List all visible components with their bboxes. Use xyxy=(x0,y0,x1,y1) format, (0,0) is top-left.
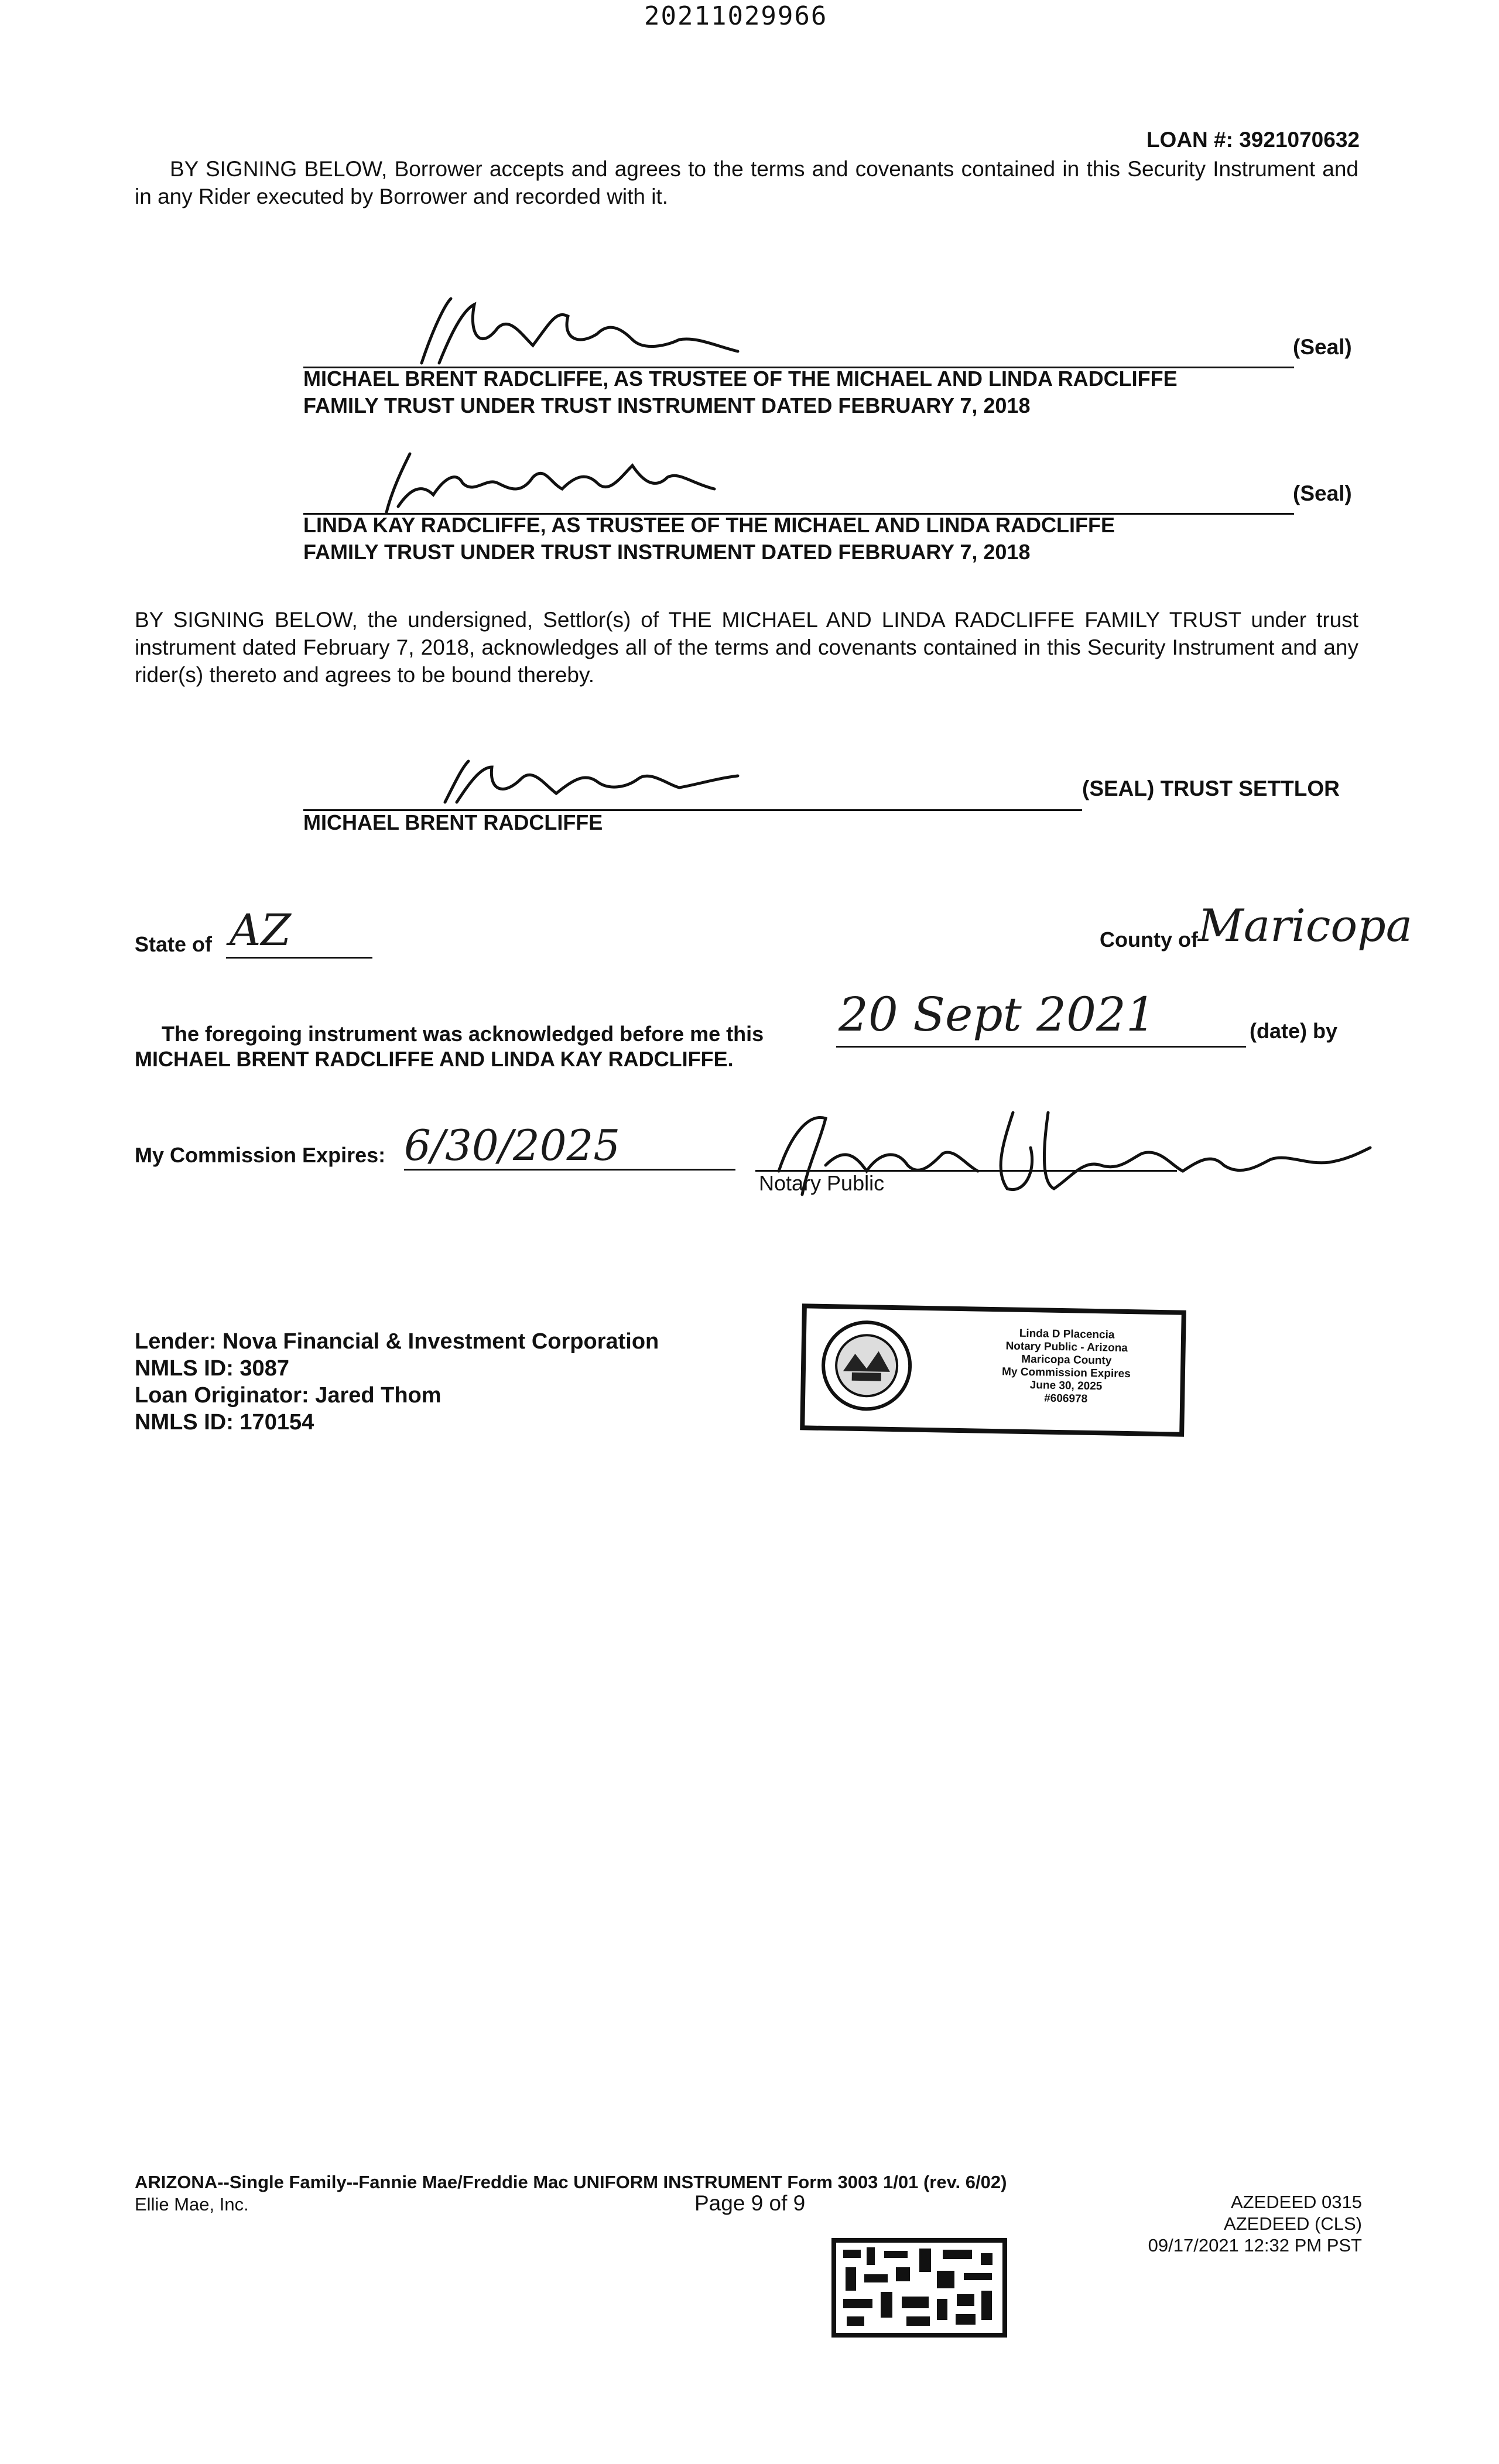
lender-info xyxy=(135,1328,659,1436)
state-line xyxy=(226,957,372,959)
signature-settlor xyxy=(433,744,785,814)
originator-nmls: NMLS ID: 170154 xyxy=(135,1410,314,1435)
county-value: Maricopa xyxy=(1198,899,1413,952)
seal-label-2: (Seal) xyxy=(1293,481,1352,505)
signer-name-2-line2: FAMILY TRUST UNDER TRUST INSTRUMENT DATED FEBRUARY 7, 2018 xyxy=(303,540,1031,564)
signer-name-2 xyxy=(303,512,1115,566)
signer-name-2-line1: LINDA KAY RADCLIFFE, AS TRUSTEE OF THE MICHAEL AND LINDA RADCLIFFE xyxy=(303,513,1115,537)
loan-originator: Loan Originator: Jared Thom xyxy=(135,1383,442,1408)
stamp-line-3: Maricopa County xyxy=(1021,1353,1112,1367)
stamp-line-2: Notary Public - Arizona xyxy=(1005,1340,1128,1355)
barcode-icon xyxy=(831,2238,1007,2338)
county-label: County of xyxy=(1100,928,1198,952)
stamp-line-6: #606978 xyxy=(1044,1392,1088,1405)
signer-name-1-line2: FAMILY TRUST UNDER TRUST INSTRUMENT DATED FEBRUARY 7, 2018 xyxy=(303,393,1031,417)
borrower-clause: BY SIGNING BELOW, Borrower accepts and agrees to the terms and covenants contained in this Security Instrument and in any Rider executed by Borrower and recorded with it. xyxy=(135,157,1358,208)
signer-name-1 xyxy=(303,365,1178,419)
commission-value: 6/30/2025 xyxy=(404,1121,621,1170)
form-codes xyxy=(1148,2191,1362,2256)
page-number: Page 9 of 9 xyxy=(694,2191,806,2215)
notary-stamp xyxy=(800,1303,1186,1436)
form-code-2: AZEDEED (CLS) xyxy=(1224,2213,1362,2234)
arizona-seal-icon xyxy=(819,1318,915,1414)
notary-public-label: Notary Public xyxy=(759,1171,885,1195)
seal-label-1: (Seal) xyxy=(1293,335,1352,359)
settlor-clause: BY SIGNING BELOW, the undersigned, Settlor(s) of THE MICHAEL AND LINDA RADCLIFFE FAMILY TRUST under trust instrument dated February 7, 2018, acknowledges all of the terms and covenants contained in this Security Instrument and any rider(s) thereto and agrees to be bound thereby. xyxy=(135,608,1358,687)
stamp-line-1: Linda D Placencia xyxy=(1019,1327,1115,1341)
ack-date-by: (date) by xyxy=(1250,1019,1338,1043)
signature-michael-trustee xyxy=(410,281,761,375)
ack-date: 20 Sept 2021 xyxy=(839,987,1156,1042)
recording-number: 20211029966 xyxy=(644,1,828,31)
settlor-seal-label: (SEAL) TRUST SETTLOR xyxy=(1082,776,1340,800)
stamp-line-5: June 30, 2025 xyxy=(1029,1379,1103,1393)
loan-number: LOAN #: 3921070632 xyxy=(1146,128,1360,152)
form-code-1: AZEDEED 0315 xyxy=(1231,2192,1362,2212)
form-timestamp: 09/17/2021 12:32 PM PST xyxy=(1148,2235,1362,2256)
ack-names: MICHAEL BRENT RADCLIFFE AND LINDA KAY RADCLIFFE. xyxy=(135,1047,734,1071)
signature-notary xyxy=(755,1077,1376,1218)
stamp-text xyxy=(969,1326,1163,1407)
settlor-name: MICHAEL BRENT RADCLIFFE xyxy=(303,810,603,834)
commission-line xyxy=(404,1169,735,1171)
state-value: AZ xyxy=(230,905,291,956)
lender-nmls: NMLS ID: 3087 xyxy=(135,1356,289,1381)
form-vendor: Ellie Mae, Inc. xyxy=(135,2194,249,2215)
signer-name-1-line1: MICHAEL BRENT RADCLIFFE, AS TRUSTEE OF THE MICHAEL AND LINDA RADCLIFFE xyxy=(303,367,1178,391)
state-label: State of xyxy=(135,932,213,956)
ack-date-line xyxy=(836,1046,1246,1048)
form-title: ARIZONA--Single Family--Fannie Mae/Freddie Mac UNIFORM INSTRUMENT Form 3003 1/01 (rev. 6/02) xyxy=(135,2172,1007,2192)
stamp-line-4: My Commission Expires xyxy=(1001,1366,1131,1381)
lender-name: Lender: Nova Financial & Investment Corporation xyxy=(135,1329,659,1354)
commission-label: My Commission Expires: xyxy=(135,1143,386,1167)
ack-text: The foregoing instrument was acknowledged before me this xyxy=(162,1022,764,1046)
